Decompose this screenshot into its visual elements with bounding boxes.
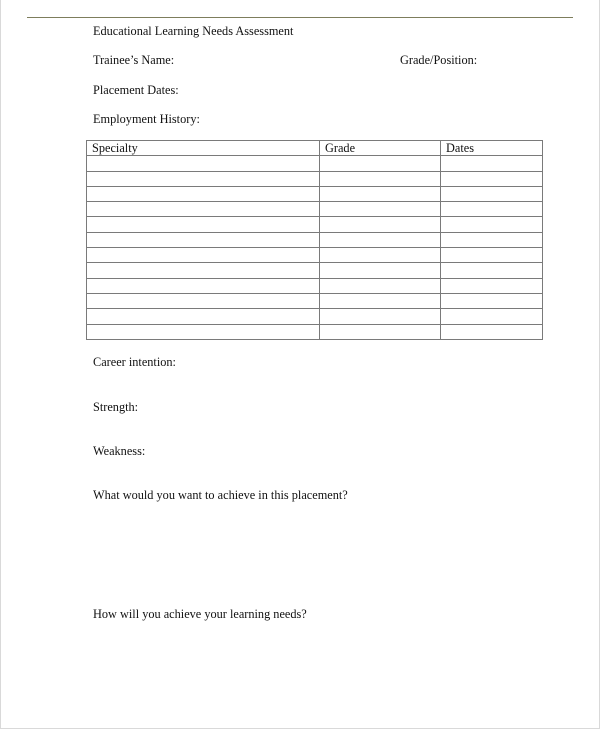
specialty-cell[interactable] [87, 232, 320, 247]
employment-history-table-wrap [86, 140, 543, 340]
specialty-cell[interactable] [87, 171, 320, 186]
grade-position-label: Grade/Position: [400, 53, 478, 67]
dates-cell[interactable] [441, 309, 543, 324]
header-rule [27, 17, 573, 18]
specialty-cell[interactable] [87, 248, 320, 263]
column-header-grade: Grade [320, 141, 441, 156]
grade-cell[interactable] [320, 232, 441, 247]
table-row [87, 156, 543, 171]
grade-cell[interactable] [320, 186, 441, 201]
dates-cell[interactable] [441, 217, 543, 232]
table-row [87, 278, 543, 293]
specialty-cell[interactable] [87, 324, 320, 339]
table-row [87, 263, 543, 278]
dates-cell[interactable] [441, 324, 543, 339]
learning-needs-question: How will you achieve your learning needs? [93, 607, 307, 621]
specialty-cell[interactable] [87, 186, 320, 201]
dates-cell[interactable] [441, 171, 543, 186]
specialty-cell[interactable] [87, 217, 320, 232]
trainee-name-label: Trainee’s Name: [93, 53, 175, 67]
grade-cell[interactable] [320, 309, 441, 324]
dates-cell[interactable] [441, 232, 543, 247]
grade-cell[interactable] [320, 324, 441, 339]
grade-cell[interactable] [320, 293, 441, 308]
grade-cell[interactable] [320, 248, 441, 263]
dates-cell[interactable] [441, 156, 543, 171]
table-row [87, 202, 543, 217]
dates-cell[interactable] [441, 263, 543, 278]
grade-cell[interactable] [320, 278, 441, 293]
employment-history-label: Employment History: [93, 112, 200, 126]
grade-cell[interactable] [320, 156, 441, 171]
specialty-cell[interactable] [87, 293, 320, 308]
grade-cell[interactable] [320, 263, 441, 278]
specialty-cell[interactable] [87, 278, 320, 293]
document-title: Educational Learning Needs Assessment [93, 24, 294, 38]
grade-cell[interactable] [320, 217, 441, 232]
achieve-placement-question: What would you want to achieve in this placement? [93, 488, 348, 502]
column-header-dates: Dates [441, 141, 543, 156]
table-row [87, 324, 543, 339]
table-row [87, 171, 543, 186]
grade-cell[interactable] [320, 202, 441, 217]
table-row [87, 293, 543, 308]
table-header-row [87, 141, 543, 156]
specialty-cell[interactable] [87, 309, 320, 324]
column-header-specialty: Specialty [87, 141, 320, 156]
dates-cell[interactable] [441, 186, 543, 201]
career-intention-label: Career intention: [93, 355, 176, 369]
specialty-cell[interactable] [87, 156, 320, 171]
table-row [87, 217, 543, 232]
grade-cell[interactable] [320, 171, 441, 186]
table-row [87, 248, 543, 263]
dates-cell[interactable] [441, 248, 543, 263]
placement-dates-label: Placement Dates: [93, 83, 179, 97]
dates-cell[interactable] [441, 278, 543, 293]
table-row [87, 309, 543, 324]
dates-cell[interactable] [441, 293, 543, 308]
table-row [87, 186, 543, 201]
specialty-cell[interactable] [87, 263, 320, 278]
table-row [87, 232, 543, 247]
dates-cell[interactable] [441, 202, 543, 217]
employment-history-table [86, 140, 543, 340]
specialty-cell[interactable] [87, 202, 320, 217]
weakness-label: Weakness: [93, 444, 146, 458]
strength-label: Strength: [93, 400, 139, 414]
